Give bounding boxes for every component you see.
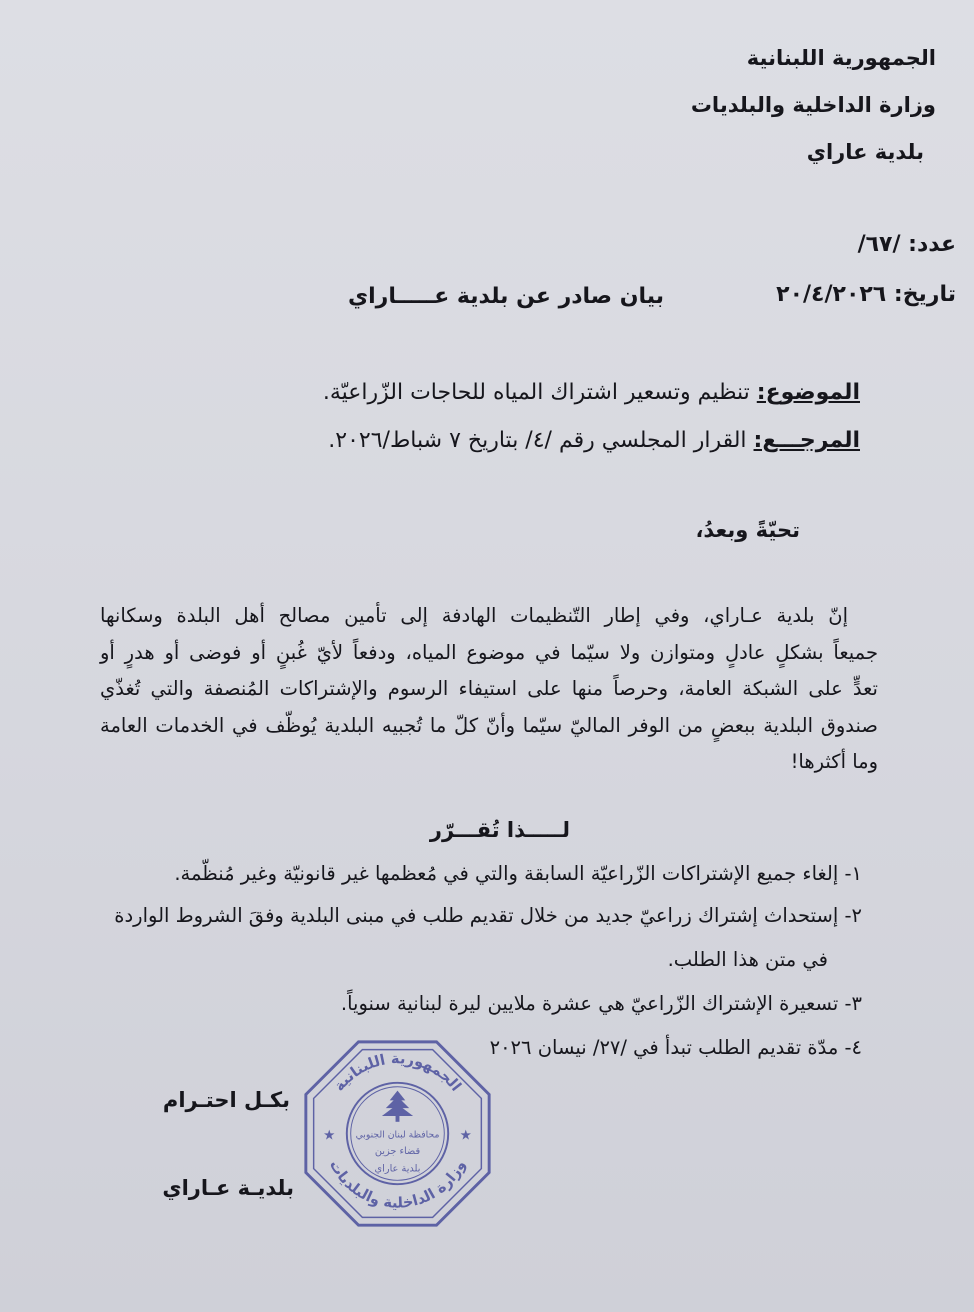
stamp-star-icon: ★ (459, 1127, 472, 1144)
stamp-inner-line3: بلدية عاراي (374, 1163, 421, 1175)
closing-regards: بكـل احتـرام (162, 1088, 290, 1112)
subject-label: الموضوع: (756, 380, 860, 405)
decision-item-3: ٣- تسعيرة الإشتراك الزّراعيّ هي عشرة ملايين ليرة لبنانية سنوياً. (340, 992, 862, 1015)
stamp-inner-line2: قضاء جزين (374, 1145, 421, 1157)
body-line: تعدٍّ على الشبكة العامة، وحرصاً منها على استيفاء الرسوم والإشتراكات المُنصفة والتي تُغذّي (100, 677, 878, 700)
decision-item-2: ٢- إستحداث إشتراك زراعيّ جديد من خلال تقديم طلب في مبنى البلدية وفقَ الشروط الواردة (114, 904, 862, 927)
header-municipality: بلدية عاراي (806, 140, 924, 164)
reference-label: المرجـــع: (753, 428, 860, 453)
stamp-star-icon: ★ (323, 1127, 336, 1144)
cedar-icon (382, 1091, 413, 1122)
stamp-top-text: الجمهورية اللبنانية (330, 1050, 465, 1095)
reference-text: القرار المجلسي رقم /٤/ بتاريخ ٧ شباط/٢٠٢٦. (328, 428, 754, 453)
body-line: وما أكثرها! (790, 750, 878, 773)
svg-text:الجمهورية اللبنانية (331, 1050, 465, 1094)
body-line: جميعاً بشكلٍ عادلٍ ومتوازن ولا سيّما في موضوع المياه، ودفعاً لأيّ غُبنٍ أو فوضى أو هدرٍ أو (100, 640, 878, 664)
document-date: تاريخ: ٢٠/٤/٢٠٢٦ (776, 282, 956, 307)
decision-item-1: ١- إلغاء جميع الإشتراكات الزّراعيّة السابقة والتي في مُعظمها غير قانونيّة وغير مُنظّمة. (174, 862, 862, 885)
subject-text: تنظيم وتسعير اشتراك المياه للحاجات الزّراعيّة. (322, 380, 757, 405)
greeting: تحيّةً وبعدُ، (695, 518, 800, 542)
body-line: صندوق البلدية ببعضٍ من الوفر الماليّ سيّما وأنّ كلّ ما تُجبيه البلدية يُوظّف في الخدمات العامة (100, 713, 878, 737)
stamp-inner-line1: محافظة لبنان الجنوبي (355, 1129, 440, 1141)
header-ministry: وزارة الداخلية والبلديات (690, 93, 936, 117)
subject-line (323, 380, 860, 405)
reference-line (328, 428, 860, 453)
body-paragraph (100, 598, 878, 781)
municipality-stamp (300, 1036, 495, 1231)
decision-item-2-continued: في متن هذا الطلب. (667, 948, 828, 971)
header-republic: الجمهورية اللبنانية (746, 46, 936, 70)
statement-title: بيان صادر عن بلدية عـــــاراي (347, 284, 664, 309)
decision-heading: لـــــذا تُقـــرّر (429, 818, 570, 842)
body-line: إنّ بلدية عـاراي، وفي إطار التّنظيمات الهادفة إلى تأمين مصالح أهل البلدة وسكانها (100, 604, 848, 627)
document-number: عدد: /٦٧/ (857, 232, 956, 257)
closing-signature: بلديـة عـاراي (162, 1176, 294, 1200)
decision-item-4: ٤- مدّة تقديم الطلب تبدأ في /٢٧/ نيسان ٢٠٢٦ (489, 1036, 862, 1059)
stamp-bottom-text: وزارة الداخلية والبلديات (325, 1157, 469, 1212)
